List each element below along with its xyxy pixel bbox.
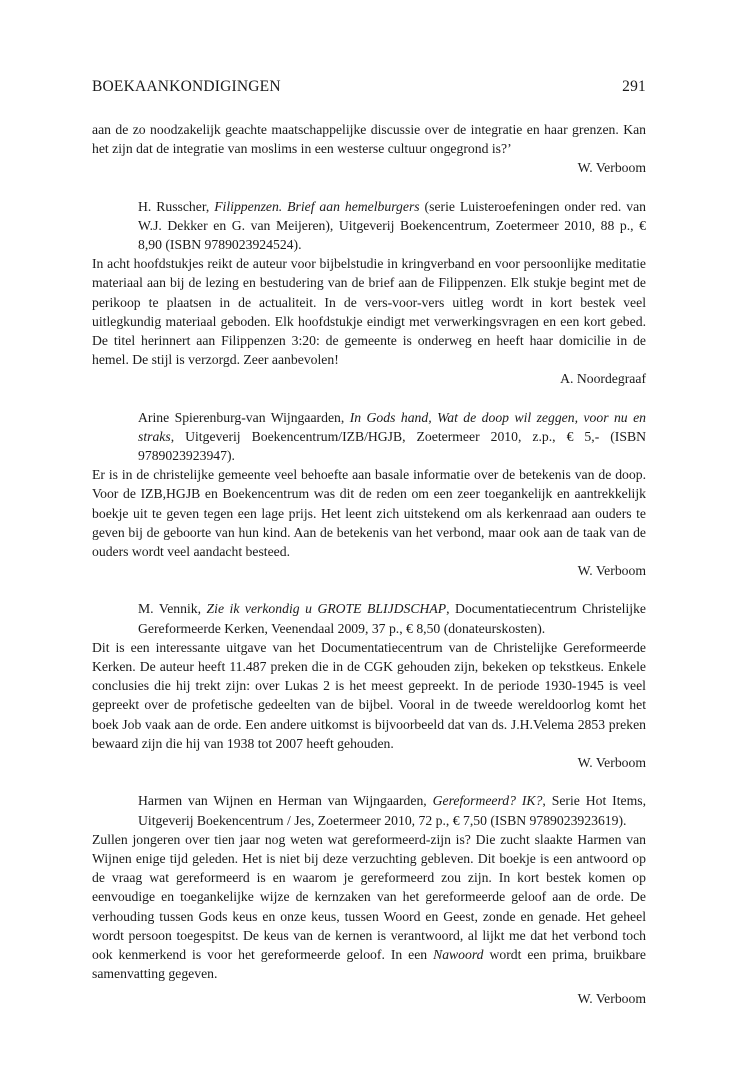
signature: A. Noordegraaf (560, 371, 646, 387)
citation-title: In Gods hand, Wat de doop wil zeggen, voor nu en straks (138, 409, 646, 444)
running-header (92, 78, 646, 96)
citation-details: , Documentatiecentrum Christelijke Gereformeerde Kerken, Veenendaal 2009, 37 p., € 8,50 (donateurskosten). (138, 601, 646, 636)
citation-title: Filippenzen. Brief aan hemelburgers (214, 198, 420, 214)
review-body: Er is in de christelijke gemeente veel behoefte aan basale informatie over de betekenis van de doop. Voor de IZB,HGJB en Boekencentrum was dit de reden om een zeer toegankelijk en aantrekkelijk boekje uit te geven tegen een lage prijs. Het leent zich uitstekend om als kerkenraad aan ouders te geven bij de geboorte van hun kind. Aan de betekenis van het verbond, maar ook aan de taak van de ouders wordt veel aandacht besteed. (92, 467, 646, 560)
citation-author: Arine Spierenburg-van Wijngaarden, (138, 409, 350, 425)
citation-details: , Serie Hot Items, Uitgeverij Boekencentrum / Jes, Zoetermeer 2010, 72 p., € 7,50 (ISBN 9789023923619). (138, 793, 646, 828)
book-citation (92, 791, 646, 829)
book-citation (92, 197, 646, 255)
review-body: Dit is een interessante uitgave van het Documentatiecentrum van de Christelijke Gereformeerde Kerken. De auteur heeft 11.487 preken die in de CGK gehouden zijn, bekeken op tekstkeus. Enkele conclusies die hij trekt zijn: over Lukas 2 is het meest gepreekt. In de periode 1930-1945 is veel gepreekt over de profetische gedeelten van de bijbel. Vooral in de tweede wereldoorlog komt het boek Job vaak aan de orde. Een andere uitkomst is bijvoorbeeld dat van ds. J.H.Velema 2853 preken bewaard zijn die hij van 1938 tot 2007 heeft gehouden. (92, 639, 646, 751)
citation-author: H. Russcher, (138, 198, 215, 214)
review-body-text: Zullen jongeren over tien jaar nog weten wat gereformeerd-zijn is? Die zucht slaakte Harmen van Wijnen enige tijd geleden. Het is niet bij deze verzuchting gebleven. Dit boekje is een antwoord op de vraag wat gereformeerd is en waarom je gereformeerd zou zijn. In kort bestek komen op eenvoudige en toegankelijke wijze de kernzaken van het gereformeerde geloof aan de orde. De verhouding tussen Gods keus en onze keus, tussen Woord en Geest, zonde en genade. Het geheel wordt persoon toegespitst. De keus van de kernen is verantwoord, al lijkt me dat het verbond toch ook kenmerkend is voor het gereformeerde geloof. In een (92, 831, 646, 962)
content (92, 120, 646, 1009)
intro-text: aan de zo noodzakelijk geachte maatschappelijke discussie over de integratie en haar grenzen. Kan het zijn dat de integratie van moslims in een westerse cultuur ongegrond is?’ (92, 122, 646, 157)
review-body (92, 830, 646, 984)
section-title: BOEKAANKONDIGINGEN (92, 78, 281, 95)
citation-title: Zie ik verkondig u GROTE BLIJDSCHAP (206, 601, 447, 617)
book-citation (92, 599, 646, 637)
page-number: 291 (622, 78, 646, 95)
signature: W. Verboom (577, 991, 646, 1007)
signature: W. Verboom (577, 160, 646, 176)
citation-author: Harmen van Wijnen en Herman van Wijngaarden, (138, 793, 433, 809)
citation-title: Gereformeerd? IK? (432, 793, 543, 809)
review-body-text: wordt een prima, bruikbare samenvatting gegeven. (92, 946, 646, 982)
signature: W. Verboom (577, 755, 646, 771)
citation-details: , Uitgeverij Boekencentrum/IZB/HGJB, Zoetermeer 2010, z.p., € 5,- (ISBN 9789023923947). (138, 428, 646, 464)
signature: W. Verboom (577, 563, 646, 579)
review-body: In acht hoofdstukjes reikt de auteur voor bijbelstudie in kringverband en voor persoonlijke meditatie materiaal aan bij de lezing en bestudering van de brief aan de Filippenzen. Elk stukje begint met de perikoop te plaatsen in de actualiteit. In de vers-voor-vers uitleg wordt in kort bestek veel uitlegkundig materiaal geboden. Elk hoofdstukje eindigt met verwerkingsvragen en een kort gebed. De titel herinnert aan Filippenzen 3:20: de gemeente is onderweg en heeft haar domicilie in de hemel. De stijl is verzorgd. Zeer aanbevolen! (92, 256, 646, 368)
citation-author: M. Vennik, (138, 601, 207, 617)
book-citation (92, 408, 646, 466)
review-body-italic: Nawoord (433, 946, 484, 962)
citation-details: (serie Luisteroefeningen onder red. van W.J. Dekker en G. van Meijeren), Uitgeverij Boekencentrum, Zoetermeer 2010, 88 p., € 8,90 (ISBN 9789023924524). (138, 198, 647, 253)
